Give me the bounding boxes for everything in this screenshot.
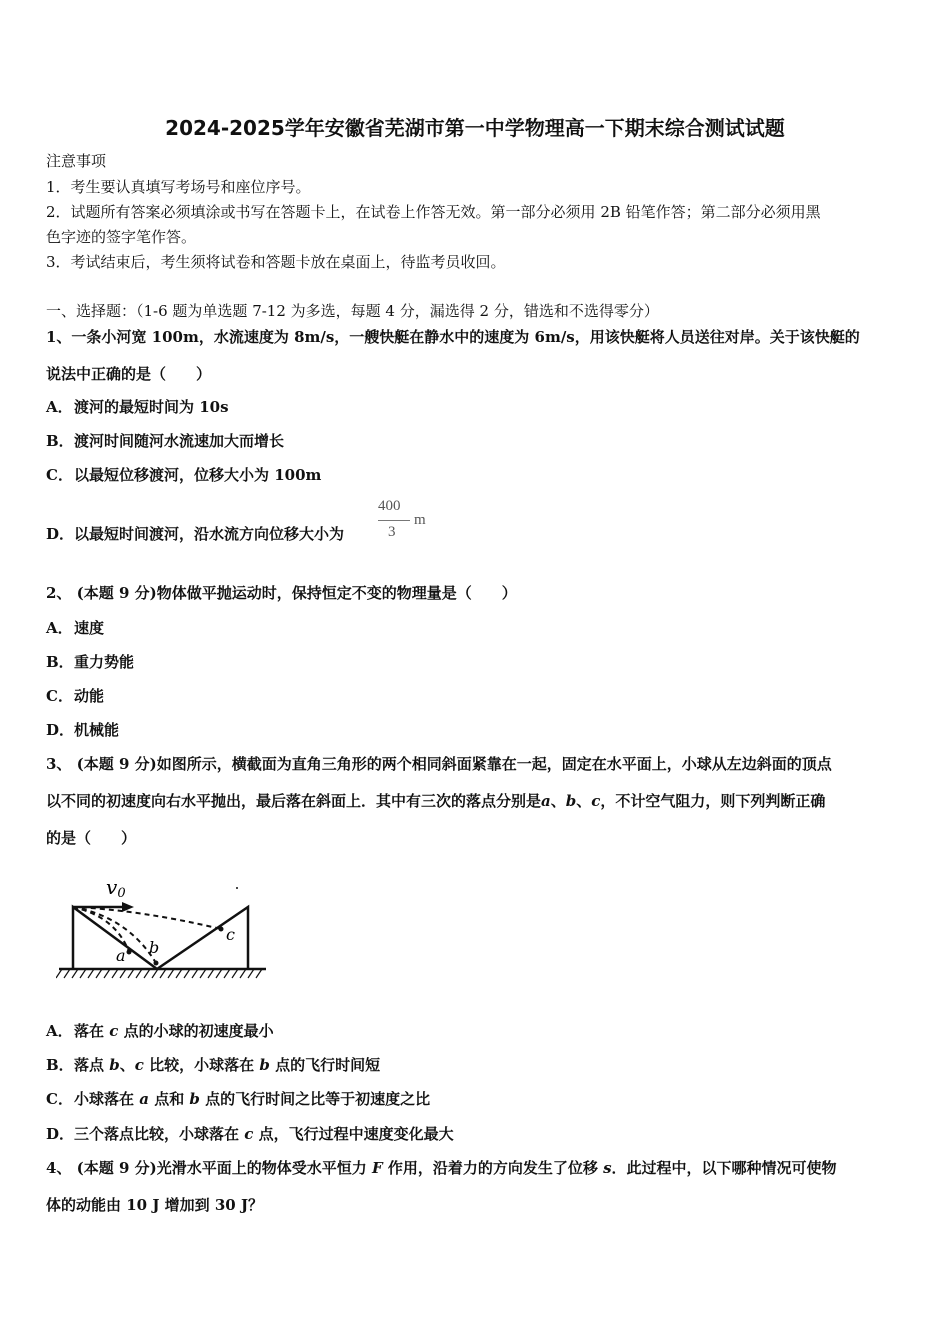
option-label: A． bbox=[46, 619, 73, 637]
option-label: A． bbox=[46, 398, 73, 416]
q2-option-d bbox=[46, 720, 119, 740]
q3-option-a: A．落在 c 点的小球的初速度最小 bbox=[46, 1022, 274, 1040]
q2-option-a bbox=[46, 618, 104, 638]
q3-option-c: C．小球落在 a 点和 b 点的飞行时间之比等于初速度之比 bbox=[46, 1090, 431, 1108]
v0-label: v0 bbox=[106, 875, 126, 901]
fraction-unit: m bbox=[414, 512, 426, 528]
point-a bbox=[127, 950, 132, 955]
option-label: D． bbox=[46, 525, 75, 543]
q3-option-d: D．三个落点比较，小球落在 c 点，飞行过程中速度变化最大 bbox=[46, 1125, 454, 1143]
speck bbox=[236, 887, 238, 889]
q1-option-d bbox=[46, 524, 344, 544]
option-label: B． bbox=[46, 653, 74, 671]
option-text: 速度 bbox=[74, 619, 105, 637]
question-4-stem-cont: 体的动能由 10 J 增加到 30 J？ bbox=[46, 1196, 264, 1214]
label-a: a bbox=[116, 946, 126, 965]
notice-item: 2．试题所有答案必须填涂或书写在答题卡上，在试卷上作答无效。第一部分必须用 2B 铅笔作答；第二部分必须用黑 bbox=[46, 203, 821, 221]
point-b bbox=[154, 961, 159, 966]
q2-option-b bbox=[46, 652, 134, 672]
page-title: 2024-2025学年安徽省芜湖市第一中学物理高一下期末综合测试试题 bbox=[165, 116, 785, 140]
inclines-projectile-figure bbox=[56, 872, 271, 984]
velocity-arrowhead bbox=[122, 902, 134, 912]
option-text: 机械能 bbox=[74, 721, 120, 739]
label-b: b bbox=[149, 938, 160, 957]
fraction-bar bbox=[378, 520, 410, 521]
fraction-denominator: 3 bbox=[388, 524, 396, 540]
q2-option-c bbox=[46, 686, 104, 706]
trajectory-c bbox=[73, 907, 221, 929]
option-text: 动能 bbox=[74, 687, 105, 705]
left-incline bbox=[73, 907, 160, 969]
q1-option-a bbox=[46, 397, 229, 417]
label-c: c bbox=[226, 925, 235, 944]
q1-option-b bbox=[46, 431, 284, 451]
option-text: 重力势能 bbox=[74, 653, 135, 671]
option-text: 渡河的最短时间为 10s bbox=[74, 398, 229, 416]
option-label: C． bbox=[46, 687, 73, 705]
point-c bbox=[219, 927, 224, 932]
fraction-numerator: 400 bbox=[378, 498, 401, 514]
question-4-stem: 4、 (本题 9 分)光滑水平面上的物体受水平恒力 F 作用，沿着力的方向发生了位移 s．此过程中，以下哪种情况可使物 bbox=[46, 1159, 837, 1177]
notice-heading: 注意事项 bbox=[46, 152, 107, 170]
option-label: D． bbox=[46, 721, 75, 739]
question-3-stem-cont: 以不同的初速度向右水平抛出，最后落在斜面上．其中有三次的落点分别是a、b、c，不计空气阻力，则下列判断正确 bbox=[46, 792, 826, 810]
ground-hatching bbox=[56, 969, 262, 978]
question-3-stem: 3、 (本题 9 分)如图所示，横截面为直角三角形的两个相同斜面紧靠在一起，固定在水平面上，小球从左边斜面的顶点 bbox=[46, 755, 832, 773]
q1-option-c bbox=[46, 465, 321, 485]
question-1-stem: 1、一条小河宽 100m，水流速度为 8m/s，一艘快艇在静水中的速度为 6m/s，用该快艇将人员送往对岸。关于该快艇的 bbox=[46, 328, 860, 346]
option-text: 渡河时间随河水流速加大而增长 bbox=[74, 432, 285, 450]
notice-item: 1．考生要认真填写考场号和座位序号。 bbox=[46, 178, 311, 196]
option-label: C． bbox=[46, 466, 73, 484]
question-2-stem: 2、 (本题 9 分)物体做平抛运动时，保持恒定不变的物理量是（ ） bbox=[46, 584, 517, 602]
notice-item: 色字迹的签字笔作答。 bbox=[46, 228, 197, 246]
question-1-stem-cont: 说法中正确的是（ ） bbox=[46, 365, 212, 383]
option-text: 以最短位移渡河，位移大小为 100m bbox=[74, 466, 322, 484]
question-3-stem-end: 的是（ ） bbox=[46, 829, 137, 847]
notice-item: 3．考试结束后，考生须将试卷和答题卡放在桌面上，待监考员收回。 bbox=[46, 253, 506, 271]
option-text: 以最短时间渡河，沿水流方向位移大小为 bbox=[74, 525, 345, 543]
option-label: B． bbox=[46, 432, 74, 450]
q3-option-b: B．落点 b、c 比较，小球落在 b 点的飞行时间短 bbox=[46, 1056, 381, 1074]
section-heading: 一、选择题：（1-6 题为单选题 7-12 为多选，每题 4 分，漏选得 2 分，错选和不选得零分） bbox=[46, 302, 659, 320]
